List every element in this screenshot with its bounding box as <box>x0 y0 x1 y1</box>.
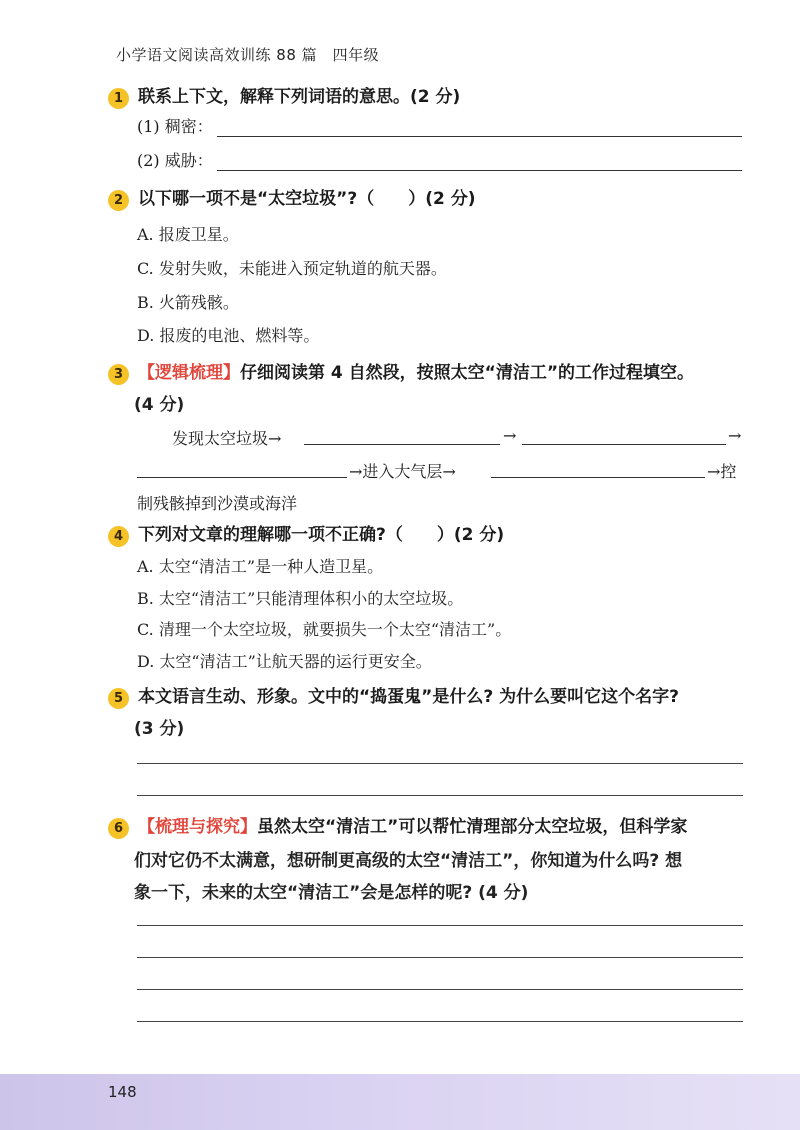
question-6-text <box>138 810 687 844</box>
question-1-text: 联系上下文，解释下列词语的意思。(2 分) <box>138 87 461 107</box>
answer-blank[interactable] <box>217 152 742 171</box>
question-number-badge: 4 <box>108 526 129 547</box>
flow-mid: →进入大气层→ <box>349 462 456 481</box>
answer-line[interactable] <box>137 763 743 764</box>
q1-item-2-label: (2) 威胁： <box>137 151 213 170</box>
flow-tail: 制残骸掉到沙漠或海洋 <box>137 494 298 513</box>
answer-line[interactable] <box>137 957 743 958</box>
q1-item-1 <box>137 114 742 137</box>
q2-option-d: D. 报废的电池、燃料等。 <box>137 326 320 345</box>
flow-blank-1[interactable] <box>304 443 500 445</box>
answer-line[interactable] <box>137 1021 743 1022</box>
question-2 <box>108 188 476 216</box>
q4-option-b: B. 太空“清洁工”只能清理体积小的太空垃圾。 <box>137 589 464 608</box>
page-number: 148 <box>108 1083 137 1101</box>
question-3-score: (4 分) <box>134 395 185 415</box>
q2-option-a: A. 报废卫星。 <box>137 225 239 244</box>
question-3 <box>108 362 694 390</box>
q4-option-c: C. 清理一个太空垃圾，就要损失一个太空“清洁工”。 <box>137 620 512 639</box>
question-6-line-1: 虽然太空“清洁工”可以帮忙清理部分太空垃圾，但科学家 <box>257 817 688 837</box>
q2-option-b: B. 火箭残骸。 <box>137 293 239 312</box>
question-6 <box>108 816 687 844</box>
question-number-badge: 6 <box>108 818 129 839</box>
flow-arrow-1: → <box>503 426 517 445</box>
question-5-score: (3 分) <box>134 719 185 739</box>
q1-item-2 <box>137 148 742 171</box>
question-3-body: 仔细阅读第 4 自然段，按照太空“清洁工”的工作过程填空。 <box>240 363 695 383</box>
q4-option-a: A. 太空“清洁工”是一种人造卫星。 <box>137 557 384 576</box>
q2-option-c: C. 发射失败，未能进入预定轨道的航天器。 <box>137 259 447 278</box>
question-1 <box>108 86 460 114</box>
flow-blank-2[interactable] <box>522 443 726 445</box>
question-number-badge: 1 <box>108 88 129 109</box>
question-5 <box>108 686 679 714</box>
question-number-badge: 3 <box>108 364 129 385</box>
answer-blank[interactable] <box>217 118 742 137</box>
question-tag: 【逻辑梳理】 <box>138 363 240 383</box>
question-4 <box>108 524 504 552</box>
answer-line[interactable] <box>137 795 743 796</box>
flow-start: 发现太空垃圾→ <box>172 429 282 448</box>
flow-blank-4[interactable] <box>491 476 705 478</box>
question-3-text <box>138 356 694 390</box>
q4-option-d: D. 太空“清洁工”让航天器的运行更安全。 <box>137 652 432 671</box>
question-tag: 【梳理与探究】 <box>138 817 257 837</box>
flow-blank-3[interactable] <box>137 476 347 478</box>
question-number-badge: 2 <box>108 190 129 211</box>
page-header: 小学语文阅读高效训练 88 篇 四年级 <box>116 46 380 64</box>
flow-arrow-2: → <box>728 426 742 445</box>
question-number-badge: 5 <box>108 688 129 709</box>
question-5-text: 本文语言生动、形象。文中的“捣蛋鬼”是什么? 为什么要叫它这个名字? <box>138 687 679 707</box>
flow-end-arrow: →控 <box>707 462 737 481</box>
question-2-text: 以下哪一项不是“太空垃圾”?（ ）(2 分) <box>138 189 476 209</box>
answer-line[interactable] <box>137 989 743 990</box>
answer-line[interactable] <box>137 925 743 926</box>
question-6-line-3: 象一下，未来的太空“清洁工”会是怎样的呢? (4 分) <box>134 883 529 903</box>
q1-item-1-label: (1) 稠密： <box>137 117 213 136</box>
question-6-line-2: 们对它仍不太满意，想研制更高级的太空“清洁工”，你知道为什么吗? 想 <box>134 851 683 871</box>
question-4-text: 下列对文章的理解哪一项不正确?（ ）(2 分) <box>138 525 505 545</box>
